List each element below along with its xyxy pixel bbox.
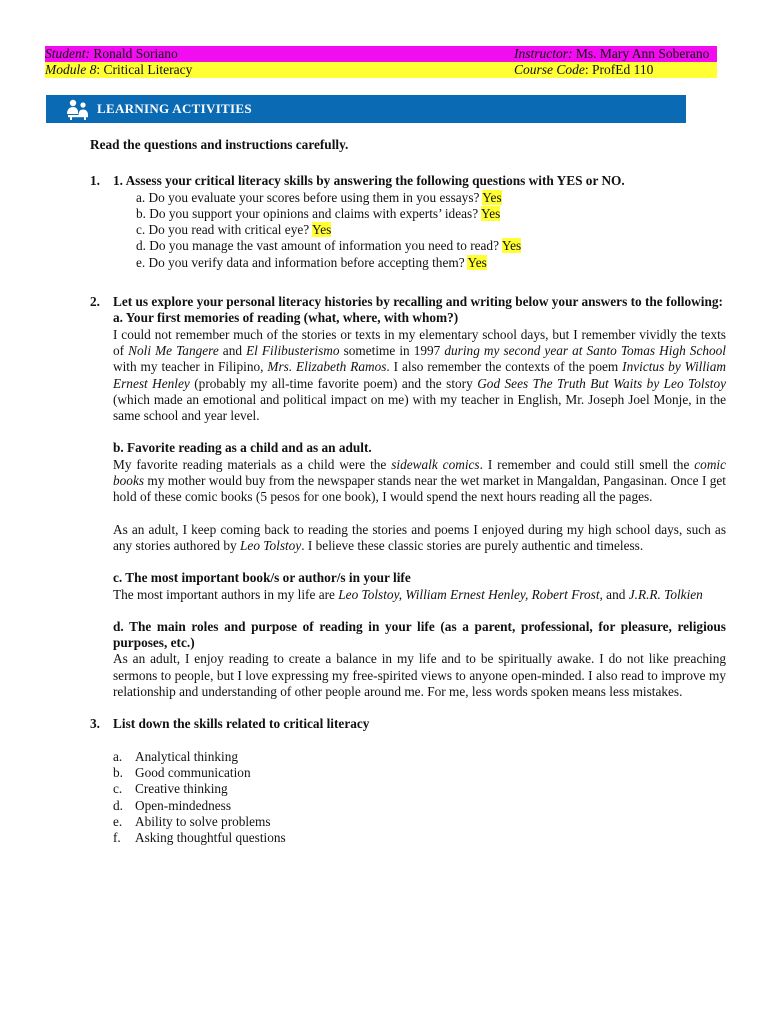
instructor-field <box>514 46 709 62</box>
list-item: b. Good communication <box>113 764 251 780</box>
list-item: b. Do you support your opinions and claims with experts’ ideas? Yes <box>136 205 501 221</box>
student-instructor-row <box>45 46 717 62</box>
list-item: a. Analytical thinking <box>113 748 239 764</box>
answer-a: I could not remember much of the stories or texts in my elementary school days, but I remember vividly the texts of Noli Me Tangere and El Filibusterismo sometime in 1997 during my second year at Santo Tomas High School with my teacher in Filipino, Mrs. Elizabeth Ramos. I also remember the contexts of the poem Invictus by William Ernest Henley (probably my all-time favorite poem) and the story God Sees The Truth But Waits by Leo Tolstoy (which made an emotional and political impact on me) with my teacher in English, Mr. Joseph Joel Monje, in the same school and year level. <box>113 326 727 424</box>
list-item: e. Ability to solve problems <box>113 813 271 829</box>
instructor-label: Instructor: <box>514 46 573 61</box>
question-2 <box>90 294 726 700</box>
list-item: f. Asking thoughtful questions <box>113 830 286 846</box>
subquestion-c-title: c. The most important book/s or author/s in your life <box>113 570 411 586</box>
list-item: e. Do you verify data and information before accepting them? Yes <box>136 254 487 270</box>
list-item: a. Do you evaluate your scores before using them in you essays? Yes <box>136 189 502 205</box>
document-body <box>90 137 726 846</box>
question-number: 3. <box>90 716 100 732</box>
subquestion-a-title: a. Your first memories of reading (what, where, with whom?) <box>113 310 459 326</box>
answer-b-paragraph-1: My favorite reading materials as a child were the sidewalk comics. I remember and could still smell the comic books my mother would buy from the newspaper stands near the wet market in Mangaldan, Pangasinan. Once I get hold of these comic books (5 pesos for one book), I would spend the next hours reading all the pages. <box>113 456 727 505</box>
student-name: Ronald Soriano <box>93 46 178 61</box>
answer-c: The most important authors in my life are Leo Tolstoy, William Ernest Henley, Robert Frost, and J.R.R. Tolkien <box>113 586 703 602</box>
skills-list <box>113 749 726 847</box>
subquestion-d-title: d. The main roles and purpose of reading in your life (as a parent, professional, for pleasure, religious purposes, etc.) <box>113 618 726 651</box>
course-label: Course Code <box>514 62 585 77</box>
list-item: c. Creative thinking <box>113 781 228 797</box>
course-field: Course Code: ProfEd 110 <box>514 62 654 77</box>
module-course-row <box>45 62 717 78</box>
student-label: Student: <box>45 46 90 61</box>
subquestion-b-title: b. Favorite reading as a child and as an adult. <box>113 440 372 456</box>
answer-d: As an adult, I enjoy reading to create a balance in my life and to be spiritually awake. I do not like preaching sermons to people, but I love expressing my free-spirited views to anyone open-minded. I also read to improve my relationship and understanding of other people around me. For me, less words spoken means less mistakes. <box>113 651 726 700</box>
module-name: Critical Literacy <box>103 62 193 77</box>
answer-highlight: Yes <box>467 254 487 270</box>
list-item: c. Do you read with critical eye? Yes <box>136 222 332 238</box>
module-label: Module 8 <box>45 62 97 77</box>
answer-highlight: Yes <box>312 222 332 238</box>
learners-icon <box>66 98 90 120</box>
answer-b-paragraph-2: As an adult, I keep coming back to reading the stories and poems I enjoyed during my high school days, such as any stories authored by Leo Tolstoy. I believe these classic stories are purely authentic and timeless. <box>113 521 726 553</box>
instructor-name: Ms. Mary Ann Soberano <box>575 46 710 61</box>
list-item: d. Do you manage the vast amount of information you need to read? Yes <box>136 238 522 254</box>
student-field <box>45 46 178 62</box>
banner-title: LEARNING ACTIVITIES <box>97 101 252 116</box>
question-title: 1. Assess your critical literacy skills by answering the following questions with YES or NO. <box>113 173 625 189</box>
course-code: ProfEd 110 <box>592 62 654 77</box>
question-title: List down the skills related to critical literacy <box>113 716 370 732</box>
list-item: d. Open-mindedness <box>113 797 232 813</box>
learning-activities-banner <box>46 95 686 123</box>
question-1-items <box>113 190 726 271</box>
question-number: 2. <box>90 294 100 310</box>
question-1 <box>90 173 726 271</box>
answer-highlight: Yes <box>480 205 501 221</box>
module-field: Module 8: Critical Literacy <box>45 62 193 77</box>
answer-highlight: Yes <box>501 238 522 254</box>
question-title: Let us explore your personal literacy histories by recalling and writing below your answers to the following: <box>113 294 723 310</box>
question-number: 1. <box>90 173 100 189</box>
answer-highlight: Yes <box>482 189 502 205</box>
intro-instruction: Read the questions and instructions carefully. <box>90 137 349 152</box>
question-3 <box>90 716 726 846</box>
